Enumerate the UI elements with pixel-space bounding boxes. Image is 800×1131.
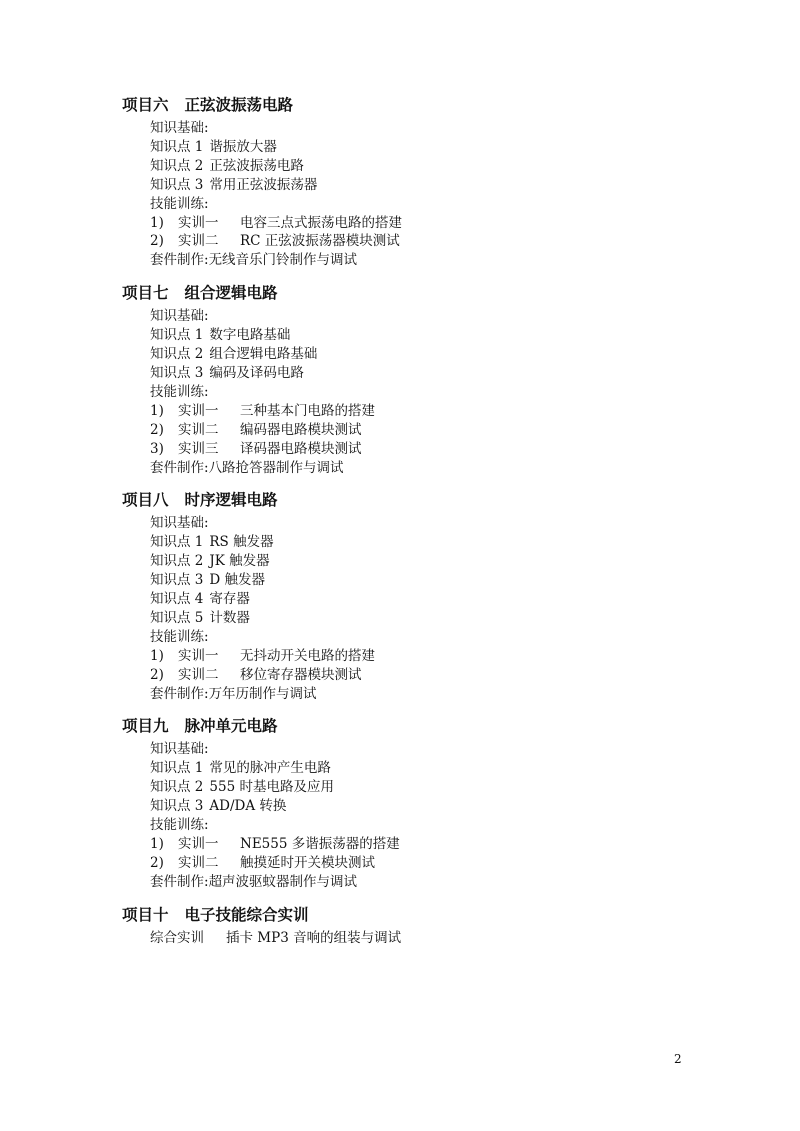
knowledge-point-text: 编码及译码电路: [209, 364, 304, 381]
knowledge-point-text: 寄存器: [209, 591, 250, 608]
training-name: 实训二: [178, 233, 219, 250]
kit-text: 无线音乐门铃制作与调试: [208, 252, 358, 269]
kit-label: 套件制作:: [150, 685, 209, 702]
comprehensive-text: 插卡 MP3 音响的组装与调试: [226, 929, 402, 946]
training-text: 编码器电路模块测试: [240, 421, 362, 438]
knowledge-point-label: 知识点 2: [150, 346, 204, 363]
kit-line: [150, 459, 800, 478]
knowledge-point-label: 知识点 3: [150, 798, 204, 815]
training-name: 实训一: [178, 647, 219, 664]
knowledge-heading: 知识基础:: [150, 120, 209, 136]
skills-heading: 技能训练:: [150, 817, 209, 834]
knowledge-point-text: 计数器: [209, 609, 250, 626]
knowledge-point-label: 知识点 2: [150, 553, 204, 570]
project-name: 电子技能综合实训: [184, 904, 309, 924]
project-number: 项目七: [122, 283, 169, 303]
knowledge-point: [150, 157, 800, 176]
training-name: 实训二: [178, 421, 219, 438]
training-number: 1): [150, 402, 164, 419]
training-text: NE555 多谐振荡器的搭建: [240, 836, 400, 852]
training-number: 2): [150, 421, 164, 438]
skills-heading: 技能训练:: [150, 628, 209, 645]
project-title: [122, 489, 800, 511]
training-item: [150, 854, 800, 873]
project-number: 项目九: [122, 716, 169, 736]
training-name: 实训一: [178, 214, 219, 231]
project-name: 组合逻辑电路: [184, 283, 278, 303]
project-number: 项目八: [122, 490, 169, 510]
knowledge-point-text: JK 触发器: [209, 553, 270, 570]
knowledge-point: [150, 176, 800, 195]
project-section: [0, 489, 800, 703]
training-item: [150, 835, 800, 854]
knowledge-point-label: 知识点 1: [150, 760, 204, 777]
kit-label: 套件制作:: [150, 459, 209, 476]
project-title: [122, 282, 800, 304]
knowledge-point: [150, 759, 800, 778]
knowledge-point-label: 知识点 2: [150, 779, 204, 796]
knowledge-point-text: 组合逻辑电路基础: [209, 346, 318, 363]
kit-label: 套件制作:: [150, 873, 209, 890]
knowledge-heading: 知识基础:: [150, 515, 209, 532]
knowledge-point: [150, 590, 800, 609]
knowledge-point: [150, 326, 800, 345]
comprehensive-line: [150, 929, 800, 948]
training-text: 移位寄存器模块测试: [240, 666, 362, 683]
training-number: 1): [150, 647, 164, 664]
project-section: [0, 715, 800, 891]
knowledge-point-text: 正弦波振荡电路: [209, 157, 304, 174]
knowledge-point: [150, 345, 800, 364]
kit-line: [150, 873, 800, 892]
kit-line: [150, 251, 800, 270]
knowledge-point-label: 知识点 1: [150, 327, 204, 344]
skills-heading: 技能训练:: [150, 383, 209, 400]
training-name: 实训一: [178, 402, 219, 419]
comprehensive-label: 综合实训: [150, 929, 204, 946]
knowledge-point: [150, 797, 800, 816]
knowledge-point: [150, 552, 800, 571]
knowledge-point-text: 555 时基电路及应用: [209, 779, 334, 796]
project-name: 脉冲单元电路: [184, 716, 278, 736]
knowledge-point: [150, 364, 800, 383]
knowledge-point-text: 谐振放大器: [209, 138, 277, 155]
knowledge-point-label: 知识点 4: [150, 591, 204, 608]
project-section: [0, 904, 800, 948]
training-name: 实训三: [178, 440, 219, 457]
training-text: RC 正弦波振荡器模块测试: [240, 233, 400, 250]
knowledge-point: [150, 609, 800, 628]
training-item: [150, 214, 800, 233]
training-name: 实训一: [178, 836, 219, 852]
training-item: [150, 440, 800, 459]
project-number: 项目六: [122, 95, 169, 114]
training-name: 实训二: [178, 854, 219, 871]
knowledge-point-text: 常用正弦波振荡器: [209, 176, 318, 193]
project-title: [122, 715, 800, 737]
training-text: 电容三点式振荡电路的搭建: [240, 214, 402, 231]
training-text: 译码器电路模块测试: [240, 440, 362, 457]
knowledge-point-label: 知识点 5: [150, 609, 204, 626]
knowledge-point-label: 知识点 1: [150, 534, 204, 551]
training-text: 触摸延时开关模块测试: [240, 854, 375, 871]
skills-heading: 技能训练:: [150, 195, 209, 212]
knowledge-point-label: 知识点 1: [150, 138, 204, 155]
knowledge-point-text: D 触发器: [209, 572, 266, 589]
project-section: [0, 282, 800, 477]
training-item: [150, 421, 800, 440]
knowledge-point-label: 知识点 3: [150, 176, 204, 193]
training-number: 2): [150, 666, 164, 683]
knowledge-point: [150, 138, 800, 157]
project-name: 时序逻辑电路: [184, 490, 278, 510]
knowledge-heading: 知识基础:: [150, 308, 209, 325]
training-number: 2): [150, 233, 164, 250]
knowledge-point-label: 知识点 3: [150, 364, 204, 381]
knowledge-point: [150, 778, 800, 797]
kit-text: 八路抢答器制作与调试: [208, 459, 344, 476]
knowledge-point: [150, 533, 800, 552]
project-title: [122, 94, 800, 116]
training-item: [150, 666, 800, 685]
training-number: 2): [150, 854, 164, 871]
kit-text: 万年历制作与调试: [208, 685, 317, 702]
training-item: [150, 402, 800, 421]
knowledge-point: [150, 571, 800, 590]
knowledge-point-text: 数字电路基础: [209, 327, 291, 344]
project-section: [0, 94, 800, 270]
knowledge-heading: 知识基础:: [150, 741, 209, 758]
project-name: 正弦波振荡电路: [184, 95, 294, 114]
knowledge-point-label: 知识点 3: [150, 572, 204, 589]
training-number: 1): [150, 836, 164, 852]
training-name: 实训二: [178, 666, 219, 683]
knowledge-point-text: AD/DA 转换: [209, 798, 287, 815]
page-number: 2: [674, 1052, 682, 1066]
knowledge-point-label: 知识点 2: [150, 157, 204, 174]
project-title: [122, 904, 800, 926]
knowledge-point-text: 常见的脉冲产生电路: [209, 760, 331, 777]
training-text: 三种基本门电路的搭建: [240, 402, 375, 419]
training-item: [150, 647, 800, 666]
project-number: 项目十: [122, 904, 169, 924]
training-item: [150, 232, 800, 251]
training-text: 无抖动开关电路的搭建: [240, 647, 375, 664]
kit-line: [150, 685, 800, 704]
knowledge-point-text: RS 触发器: [209, 534, 274, 551]
training-number: 3): [150, 440, 164, 457]
toc-content: [0, 94, 800, 960]
kit-label: 套件制作:: [150, 252, 209, 269]
kit-text: 超声波驱蚊器制作与调试: [208, 873, 358, 890]
training-number: 1): [150, 214, 164, 231]
